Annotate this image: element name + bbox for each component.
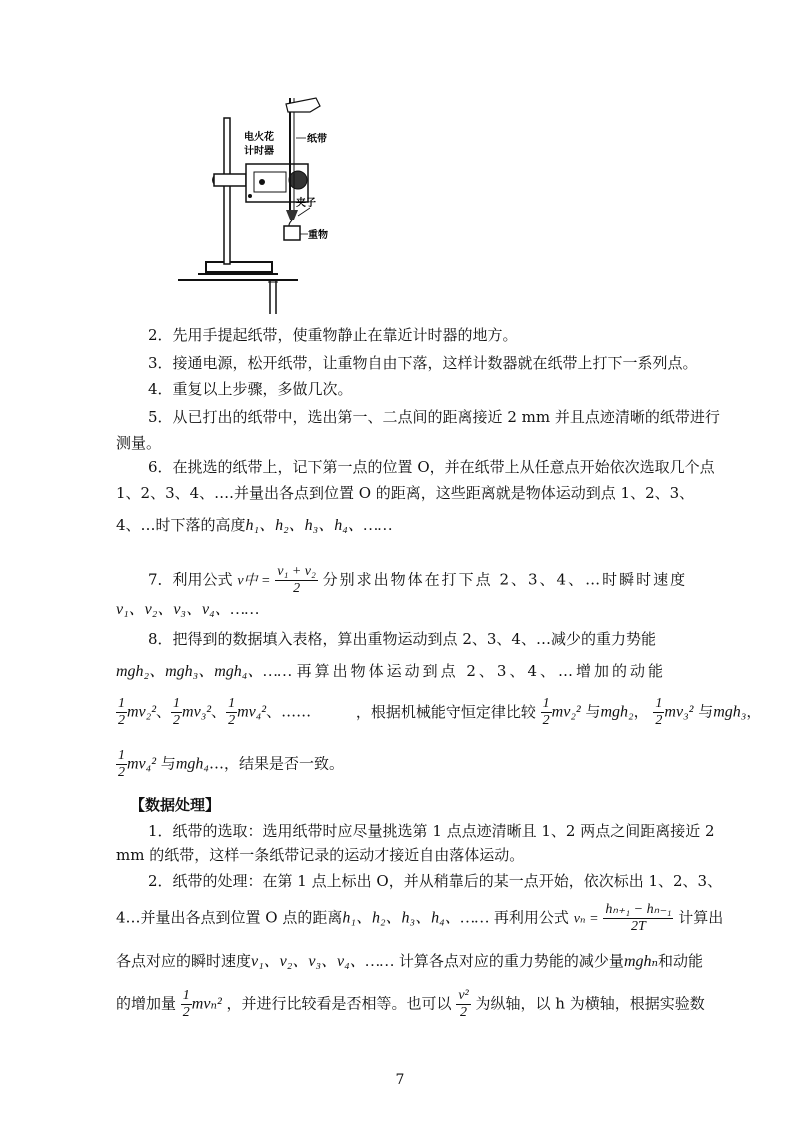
v-squared-over-2: $\frac{\text{v²}}{2}$ <box>458 988 469 1020</box>
step-2: 2．先用手提起纸带，使重物静止在靠近计时器的地方。 <box>148 326 518 344</box>
step-8-line1: 8．把得到的数据填入表格，算出重物运动到点 2、3、4、…减少的重力势能 <box>148 630 656 648</box>
step-6-line1: 6．在挑选的纸带上，记下第一点的位置 O，并在纸带上从任意点开始依次选取几个点 <box>148 458 715 476</box>
frac-half-n: $\frac{1}{2}$ <box>182 988 190 1020</box>
heights-list: h₁、h₂、h₃、h₄、…… <box>245 517 393 534</box>
velocity-list-2: v₁、v₂、v₃、v₄、…… <box>251 953 395 970</box>
kinetic-2: mv₂² <box>127 703 157 721</box>
step-6-line3 <box>116 514 688 537</box>
clip-label: 夹子 <box>296 198 316 209</box>
step-4: 4．重复以上步骤，多做几次。 <box>148 380 353 398</box>
step-8-line2 <box>116 660 688 683</box>
section-heading: 【数据处理】 <box>130 796 221 814</box>
step-7-post: 分别求出物体在打下点 2、3、4、…时瞬时速度 <box>322 570 688 589</box>
data-p2-line1: 2．纸带的处理：在第 1 点上标出 O，并从稍靠后的某一点开始，依次标出 1、2、3、 <box>148 872 723 890</box>
frac-half-6: $\frac{1}{2}$ <box>118 748 125 780</box>
step-7-line1 <box>148 564 720 597</box>
potential-energy-list: mgh₂、mgh₃、mgh₄、…… <box>116 663 292 680</box>
velocity-list: v₁、v₂、v₃、v₄、…… <box>116 601 260 618</box>
tape-label: 纸带 <box>307 134 327 145</box>
step-7-pre: 7．利用公式 <box>148 570 233 589</box>
timer-label-line1: 电火花 <box>244 132 274 143</box>
step-8-line2-text: 再算出物体运动到点 2、3、4、…增加的动能 <box>296 662 666 680</box>
step-5-line1: 5．从已打出的纸带中，选出第一、二点间的距离接近 2 mm 并且点迹清晰的纸带进行 <box>148 408 720 426</box>
step-7-formula-lhs: v中 = <box>237 573 271 589</box>
step-6-line2: 1、2、3、4、….并量出各点到位置 O 的距离，这些距离就是物体运动到点 1、2、3、 <box>116 484 695 502</box>
apparatus-figure <box>178 92 378 314</box>
heights-list-2: h₁、h₂、h₃、h₄、…… <box>342 909 490 927</box>
step-7-formula-fraction: $\frac{\text{v₁ + v₂}}{2}$ <box>277 564 316 596</box>
data-p2-line3: 各点对应的瞬时速度v₁、v₂、v₃、v₄、…… 计算各点对应的重力势能的减少量mghₙ和动能 <box>116 952 703 970</box>
data-p1-line2: mm 的纸带，这样一条纸带记录的运动才接近自由落体运动。 <box>116 846 525 864</box>
kinetic-4: mv₄² <box>237 703 267 721</box>
kinetic-3: mv₃² <box>182 703 212 721</box>
data-p2-line4: 的增加量 $\frac{1}{2}$ mvₙ² ，并进行比较看是否相等。也可以 $\frac{\text{v²}}{2}$ 为纵轴，以 h 为横轴，根据实验数 <box>116 988 705 1020</box>
timer-label-line2: 计时器 <box>244 146 274 157</box>
vn-formula-fraction: $\frac{\text{hₙ₊₁ − hₙ₋₁}}{2T}$ <box>605 902 672 934</box>
step-5-line2: 测量。 <box>116 434 162 452</box>
data-p2-line2: 4…并量出各点到位置 O 点的距离h₁、h₂、h₃、h₄、…… 再利用公式 vₙ = $\frac{\text{hₙ₊₁ − hₙ₋₁}}{2T}$ 计算出 <box>116 902 724 934</box>
step-8-compare-text: ，根据机械能守恒定律比较 <box>355 702 536 721</box>
frac-half-5: $\frac{1}{2}$ <box>655 696 663 728</box>
frac-half-1: $\frac{1}{2}$ <box>118 696 125 728</box>
step-3: 3．接通电源，松开纸带，让重物自由下落，这样计数器就在纸带上打下一系列点。 <box>148 354 698 372</box>
data-p1-line1: 1．纸带的选取：选用纸带时应尽量挑选第 1 点点迹清晰且 1、2 两点之间距离接近 2 <box>148 822 715 840</box>
frac-half-2: $\frac{1}{2}$ <box>173 696 181 728</box>
weight-label: 重物 <box>308 230 328 241</box>
step-8-line4: $\frac{1}{2}$ mv₄² 与mgh₄…，结果是否一致。 <box>118 748 344 780</box>
step-8-line3: $\frac{1}{2}$ mv₂²、 $\frac{1}{2}$ mv₃²、 $\frac{1}{2}$ mv₄²、…… ，根据机械能守恒定律比较 $\frac{1}{2}$ mv₂² 与mgh₂， $\frac{1}{2}$ mv₃² 与mgh₃， <box>118 696 762 728</box>
frac-half-3: $\frac{1}{2}$ <box>228 696 236 728</box>
step-6-line3-text: 4、…时下落的高度 <box>116 516 246 534</box>
frac-half-4: $\frac{1}{2}$ <box>542 696 550 728</box>
page-number: 7 <box>395 1072 405 1088</box>
